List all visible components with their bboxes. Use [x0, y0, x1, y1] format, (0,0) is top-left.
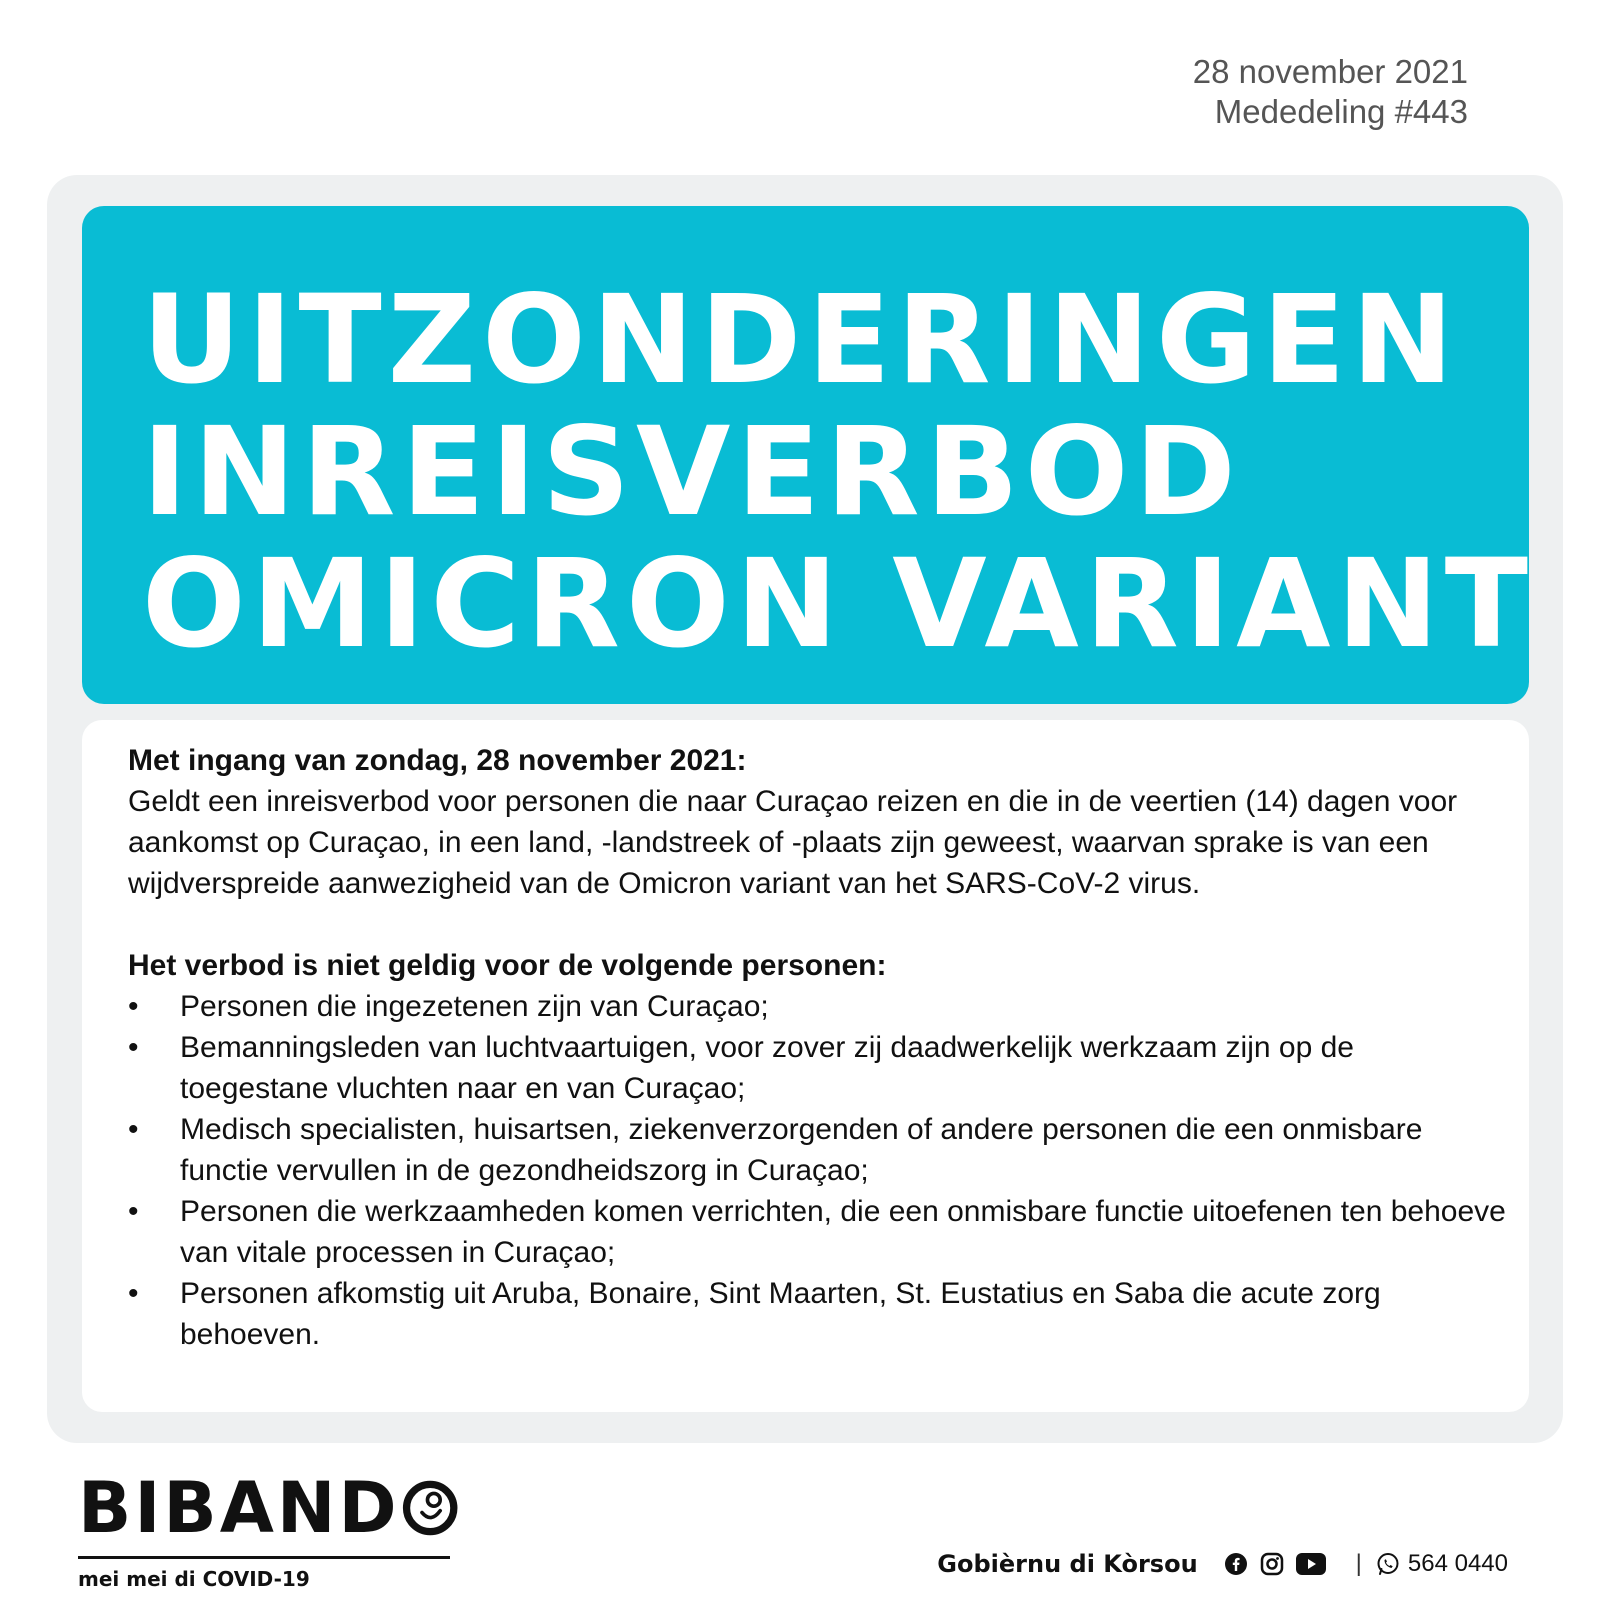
list-item: • Bemanningsleden van luchtvaartuigen, voor zover zij daadwerkelijk werkzaam zijn op de toegestane vluchten naar en van Curaçao; — [128, 1027, 1509, 1109]
announcement-body — [82, 720, 1529, 1412]
notice-date: 28 november 2021 — [1192, 53, 1468, 90]
intro-heading: Met ingang van zondag, 28 november 2021: — [128, 744, 747, 777]
notice-number: Mededeling #443 — [1214, 93, 1468, 130]
instagram-icon[interactable] — [1260, 1552, 1284, 1576]
title-banner — [82, 206, 1534, 704]
list-item: • Medisch specialisten, huisartsen, ziekenverzorgenden of andere personen die een onmisbare functie vervullen in de gezondheidszorg in Curaçao; — [128, 1109, 1509, 1191]
header-meta — [1193, 52, 1468, 132]
bibando-logo — [78, 1467, 458, 1591]
title-line-1: UITZONDERINGEN — [142, 269, 1460, 411]
logo-wordmark — [78, 1467, 458, 1549]
logo-tagline: mei mei di COVID-19 — [78, 1567, 310, 1591]
footer-separator: | — [1355, 1550, 1362, 1577]
exceptions-heading: Het verbod is niet geldig voor de volgende personen: — [128, 949, 887, 982]
whatsapp-icon[interactable] — [1376, 1552, 1400, 1576]
facebook-icon[interactable] — [1224, 1552, 1248, 1576]
logo-word: BIBAND — [78, 1467, 400, 1549]
government-name: Gobièrnu di Kòrsou — [937, 1550, 1198, 1578]
title-line-2: INREISVERBOD — [142, 401, 1242, 543]
list-item: • Personen die ingezetenen zijn van Curaçao; — [128, 986, 1509, 1027]
baby-circle-icon — [402, 1477, 458, 1539]
intro-text: Geldt een inreisverbod voor personen die naar Curaçao reizen en die in de veertien (14) dagen voor aankomst op Curaçao, in een land, -landstreek of -plaats zijn geweest, waarvan sprake is van een wijdverspreide aanwezigheid van de Omicron variant van het SARS-CoV-2 virus. — [128, 785, 1458, 900]
footer-contact — [937, 1550, 1508, 1578]
list-item: • Personen die werkzaamheden komen verrichten, die een onmisbare functie uitoefenen ten behoeve van vitale processen in Curaçao; — [128, 1191, 1509, 1273]
list-item: • Personen afkomstig uit Aruba, Bonaire, Sint Maarten, St. Eustatius en Saba die acute zorg behoeven. — [128, 1273, 1509, 1355]
youtube-icon[interactable] — [1296, 1553, 1326, 1575]
phone-number[interactable]: 564 0440 — [1407, 1550, 1508, 1577]
logo-divider — [78, 1556, 450, 1559]
exceptions-list — [128, 986, 1509, 1355]
title-line-3: OMICRON VARIANT — [142, 533, 1534, 675]
